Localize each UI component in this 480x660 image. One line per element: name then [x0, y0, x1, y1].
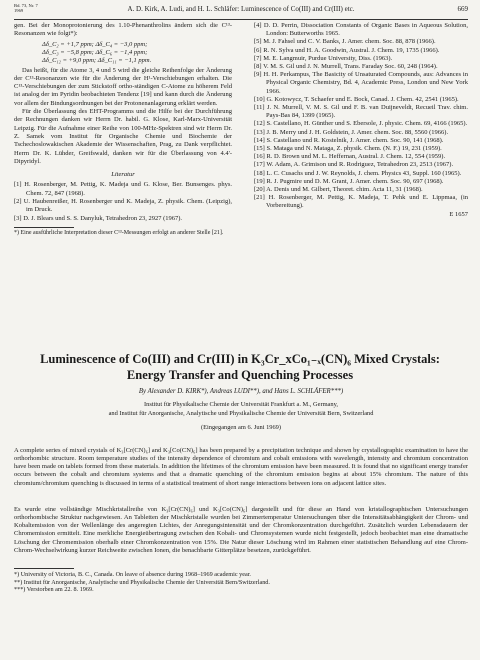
reference-item: [20] A. Denis und M. Gilbert, Theoret. chim. Acta 11, 31 (1968).	[254, 186, 423, 194]
journal-volume-line1: Bd. 73, Nr. 7	[14, 3, 38, 8]
page-number: 669	[457, 5, 468, 13]
reference-item: [18] L. C. Cusachs und J. W. Reynolds, J. chem. Physics 43, Suppl. 160 (1965).	[254, 169, 462, 177]
article-footnotes	[14, 571, 468, 594]
author-footnote: *) University of Victoria, B. C., Canada. On leave of absence during 1968–1969 academic year.	[14, 571, 251, 578]
reference-item: [7] M. E. Langmuir, Purdue University, Diss. (1963).	[254, 54, 393, 62]
article-authors: By Alexander D. KIRK*), Andreas LUDI**), and Hans L. SCHLÄFER***)	[138, 388, 344, 395]
article-footnote-divider	[14, 568, 74, 569]
reference-item: [21] H. Rosenberger, M. Pettig, K. Madeja, T. Pehk und E. Lippmaa, (in Vorbereitung).	[254, 194, 468, 210]
affiliation-line: Institut für Physikalische Chemie der Universität Frankfurt a. M., Germany,	[144, 401, 338, 408]
acknowledgement-paragraph: Für die Überlassung des EHT-Programms und die Hilfe bei der Durchführung der Rechnungen danken wir Herrn Dr. habil. G. Klose, Karl-Marx-Universität Leipzig. Für die Aufnahme einer Reihe von 100-MHz-Spektren sind wir Herrn Dr. Z. Samek vom Institut für Organische Chemie und Biochemie der Tschechoslowakischen Akademie der Wissenschaften, Prag, zu Dank verpflichtet. Herrn Dr. K. Lühder, Greifswald, danken wir für die Überlassung von 4.4'-Dipyridyl.	[14, 108, 232, 165]
article-title-line1: Luminescence of Co(III) and Cr(III) in K₃Cr_xCo₁₋ₓ(CN)₆ Mixed Crystals:	[40, 352, 440, 366]
literature-heading: Literatur	[111, 171, 135, 179]
article-title-line2: Energy Transfer and Quenching Processes	[126, 368, 354, 382]
abstract-german: Es wurde eine vollständige Mischkristallreihe von K₃[Cr(CN)₆] und K₃[Co(CN)₆] dargestellt und für diese an Hand von kristallographischen Untersuchungen orthorhombische Struktur nachgewiesen. An Tabletten der Mischkristalle wurden bei Zimmertemperatur Untersuchungen über die Intensitätsabhängigkeit der Chrom- und Kobaltemission von der Wellenlänge des angeregten Lichtes, der Anregungsintensität und der Chromkonzentration durchgeführt. Zusätzlich wurden Lebensdauern der Chromemission ermittelt. Eine merkliche Energieübertragung zwischen den Kobalt- und Chromsystemen wurde nicht festgestellt, jedoch beobachtet man eine dramatische Löschung der Chromemission oberhalb einer Chromkonzentration von 15%. Die Natur dieser Löschung wird im Rahmen einer statistischen Behandlung auf eine Chrom-Chrom-Wechselwirkung kurzer Reichweite zwischen Ionen, die benachbarte Gitterplätze besetzen, zurückgeführt.	[14, 505, 468, 554]
reference-item: [11] J. N. Murrell, V. M. S. Gil und F. B. van Duijneveldt, Recueil Trav. chim. Pays-Bas 84, 1399 (1965).	[254, 104, 468, 120]
running-title: A. D. Kirk, A. Ludi, and H. L. Schläfer: Luminescence of Co(III) and Cr(III) etc.	[127, 5, 355, 13]
reference-item: [12] S. Castellano, H. Günther und S. Ebersole, J. physic. Chem. 69, 4166 (1965).	[254, 120, 468, 128]
formula-row: Δδ_C₃ = −5,8 ppm; Δδ_C₆ = −1,4 ppm;	[42, 48, 148, 56]
received-date: (Eingegangen am 6. Juni 1969)	[200, 424, 282, 431]
formula-row: Δδ_C₂ = +1,7 ppm; Δδ_C₄ = −3,0 ppm;	[42, 40, 148, 48]
reference-item: [13] J. B. Merry und J. H. Goldstein, J. Amer. chem. Soc. 88, 5560 (1966).	[254, 128, 449, 136]
article-affiliations	[14, 401, 468, 418]
reference-item: [5] M. J. Fahsel und C. V. Banks, J. Amer. chem. Soc. 88, 878 (1966).	[254, 38, 436, 46]
author-footnote: **) Institut für Anorganische, Analytische und Physikalische Chemie der Universität Bern/Switzerland.	[14, 578, 270, 586]
abstract-english: A complete series of mixed crystals of K₃[Cr(CN)₆] and K₃[Co(CN)₆] has been prepared by a precipitation technique and shown by crystallographic examination to have the orthorhombic structure. Room temperature studies of the intensity dependence of chromium and cobalt emissions with wavelength, intensity and chromium concentration have been made on tablets formed from these materials. In addition the lifetimes of the chromium emission have been measured. It is found that no significant energy transfer occurs between the cobalt and chromium systems and that a dramatic quenching of the chromium emission begins at about 15% chromium. The nature of this chromium/chromium quenching is discussed in terms of a statistical treatment of short range interactions between ions on adjacent lattice sites.	[14, 446, 468, 487]
paragraph-2: Das heißt, für die Atome 3, 4 und 5 wird die gleiche Reihenfolge der Änderung der C¹³-Resonanzen wie für die Änderung der H¹-Verschiebungen erhalten. Die C¹³-Verschiebungen der zum Stickstoff ortho-ständigen C-Atome zu höherem Feld ist analog der im Pyridin beobachteten Tendenz [19] und kann durch die Änderung vor allem der Bindungsordnungen bei der Protonenanlagerung erklärt werden.	[14, 66, 232, 107]
affiliation-line: and Institut für Anorganische, Analytische und Physikalische Chemie der Universität Bern, Switzerland	[108, 409, 374, 417]
reference-item: [16] R. D. Brown und M. L. Heffernan, Austral. J. Chem. 12, 554 (1959).	[254, 153, 446, 161]
right-column	[254, 22, 468, 219]
paragraph-1: gen. Bei der Monoprotonierung des 1.10-Phenanthrolins ändern sich die C¹³-Resonanzen wie folgt*):	[14, 22, 232, 38]
article-code: E 1657	[449, 210, 468, 218]
page-header	[14, 3, 468, 20]
formula-row: Δδ_C₁₂ = +9,0 ppm; Δδ_C₁₁ = −1,1 ppm.	[42, 56, 152, 64]
left-column	[14, 22, 232, 237]
reference-item: [2] U. Haubenreißer, H. Rosenberger und K. Madeja, Z. physik. Chem. (Leipzig), im Druck.	[14, 198, 232, 214]
article-title	[30, 351, 450, 383]
reference-item: [9] H. H. Perkampus, The Basicity of Unsaturated Compounds, aus: Advances in Physical Organic Chemistry, Bd. 4, Academic Press, London und New York 1966.	[254, 71, 468, 95]
reference-item: [19] R. J. Pugmire und D. M. Grant, J. Amer. chem. Soc. 90, 697 (1968).	[254, 177, 444, 185]
author-footnote: ***) Verstorben am 22. 8. 1969.	[14, 586, 94, 594]
reference-item: [4] D. D. Perrin, Dissociation Constants of Organic Bases in Aqueous Solution, London: Butterworths 1965.	[254, 22, 468, 38]
journal-volume-line2: 1969	[14, 8, 24, 14]
footnote: *) Eine ausführliche Interpretation dieser C¹³-Messungen erfolgt an anderer Stelle [21].	[14, 229, 224, 236]
reference-item: [3] D. J. Blears und S. S. Danyluk, Tetrahedron 23, 2927 (1967).	[14, 214, 183, 222]
reference-item: [6] R. N. Sylva und H. A. Goodwin, Austral. J. Chem. 19, 1735 (1966).	[254, 46, 440, 54]
reference-item: [1] H. Rosenberger, M. Pettig, K. Madeja und G. Klose, Ber. Bunsenges. phys. Chem. 72, 847 (1968).	[14, 181, 232, 197]
reference-item: [10] G. Kotowycz, T. Schaefer und E. Bock, Canad. J. Chem. 42, 2541 (1965).	[254, 95, 459, 103]
reference-item: [14] S. Castellano und R. Kostelnik, J. Amer. chem. Soc. 90, 141 (1968).	[254, 136, 444, 144]
c13-shift-formula	[42, 41, 232, 65]
reference-item: [15] S. Mataga und N. Mataga, Z. physik. Chem. (N. F.) 19, 231 (1959).	[254, 145, 442, 153]
reference-item: [17] W. Adam, A. Grimison und R. Rodriguez, Tetrahedron 23, 2513 (1967).	[254, 161, 454, 169]
footnote-divider	[14, 227, 74, 228]
reference-item: [8] V. M. S. Gil und J. N. Murrell, Trans. Faraday Soc. 60, 248 (1964).	[254, 63, 438, 71]
